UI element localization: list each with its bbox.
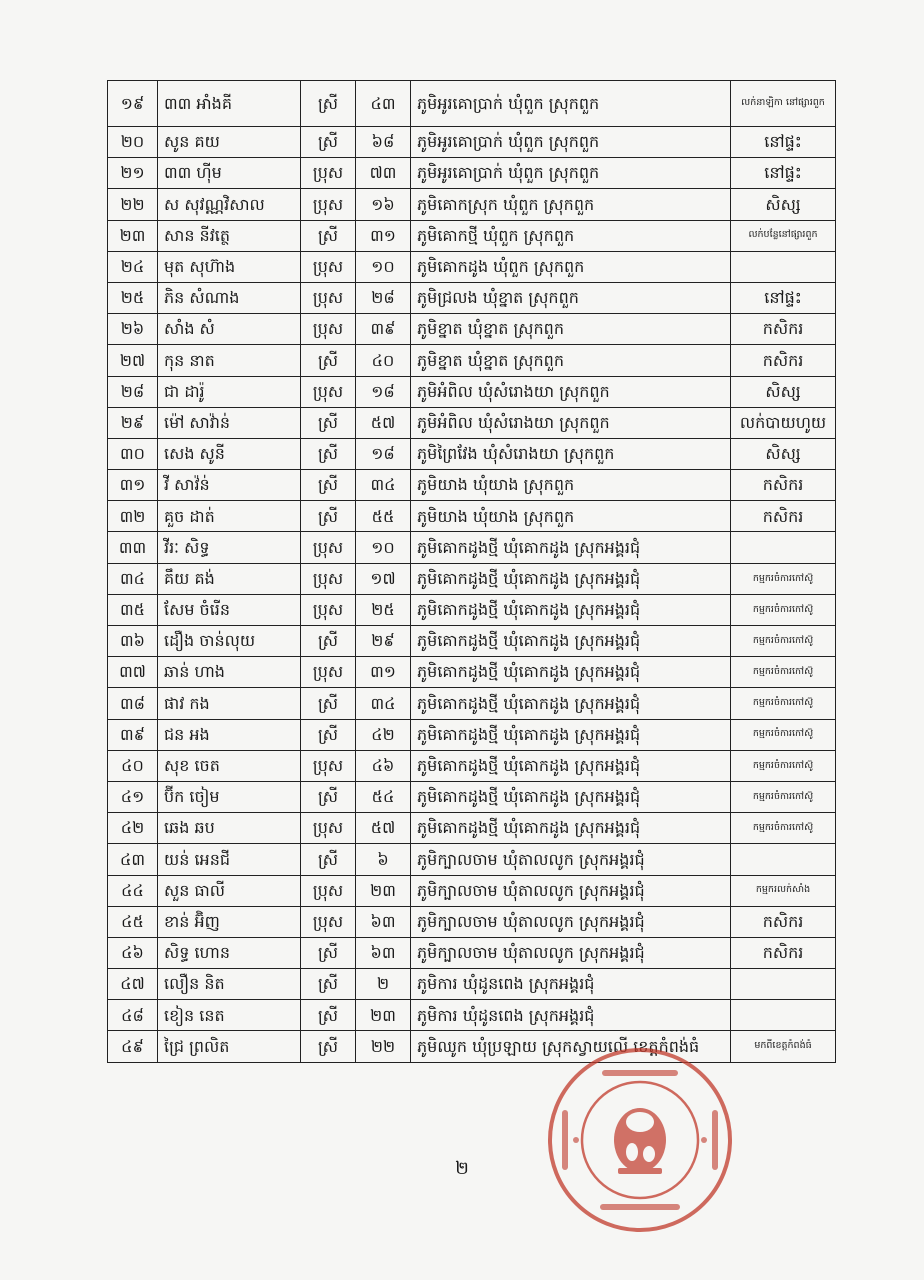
row-name: ភិន សំណាង	[158, 282, 301, 313]
row-sex: ប្រុស	[301, 376, 356, 407]
row-occupation: កសិករ	[731, 314, 836, 345]
row-age: ៤៣	[356, 81, 411, 127]
row-occupation: សិស្ស	[731, 438, 836, 469]
table-row	[108, 158, 836, 189]
table-row	[108, 470, 836, 501]
row-sex: ស្រី	[301, 501, 356, 532]
row-address: ភូមិគោកដូងថ្មី ឃុំគោកដូង ស្រុកអង្គរជុំ	[411, 657, 731, 688]
row-age: ៣៤	[356, 688, 411, 719]
table-row	[108, 376, 836, 407]
row-name: សេង សូនី	[158, 438, 301, 469]
row-occupation: សិស្ស	[731, 189, 836, 220]
row-occupation: លក់នាឡិកា នៅផ្សារពួក	[731, 81, 836, 127]
row-occupation: កសិករ	[731, 906, 836, 937]
table-row	[108, 563, 836, 594]
row-number: ៤៩	[108, 1031, 158, 1062]
patient-list-table	[107, 80, 836, 1063]
row-occupation: កសិករ	[731, 345, 836, 376]
row-number: ៣៥	[108, 594, 158, 625]
row-age: ៦៣	[356, 937, 411, 968]
row-name: ជា ដារ៉ូ	[158, 376, 301, 407]
row-name: សុខ ចេត	[158, 750, 301, 781]
row-address: ភូមិក្បាលចាម ឃុំតាលលូក ស្រុកអង្គរជុំ	[411, 937, 731, 968]
row-address: ភូមិអូរគោប្រាក់ ឃុំពួក ស្រុកពួក	[411, 158, 731, 189]
row-number: ៣៦	[108, 626, 158, 657]
row-number: ៤៤	[108, 875, 158, 906]
table-row	[108, 1000, 836, 1031]
row-occupation	[731, 1000, 836, 1031]
row-address: ភូមិគោកដូងថ្មី ឃុំគោកដូង ស្រុកអង្គរជុំ	[411, 626, 731, 657]
row-age: ៤២	[356, 719, 411, 750]
row-sex: ប្រុស	[301, 563, 356, 594]
table-row	[108, 594, 836, 625]
row-name: វី សាវ៉ន់	[158, 470, 301, 501]
row-sex: ប្រុស	[301, 189, 356, 220]
row-occupation: កសិករ	[731, 470, 836, 501]
table-row	[108, 81, 836, 127]
row-sex: ស្រី	[301, 781, 356, 812]
row-number: ២៥	[108, 282, 158, 313]
row-name: សែម ចំរើន	[158, 594, 301, 625]
row-address: ភូមិគោកដូងថ្មី ឃុំគោកដូង ស្រុកអង្គរជុំ	[411, 532, 731, 563]
row-sex: ប្រុស	[301, 594, 356, 625]
row-sex: ប្រុស	[301, 158, 356, 189]
row-address: ភូមិគោកដូងថ្មី ឃុំគោកដូង ស្រុកអង្គរជុំ	[411, 563, 731, 594]
row-number: ៣២	[108, 501, 158, 532]
row-sex: ស្រី	[301, 1000, 356, 1031]
table-row	[108, 282, 836, 313]
row-name: មុត សុហ៊ាង	[158, 251, 301, 282]
row-sex: ប្រុស	[301, 657, 356, 688]
row-sex: ស្រី	[301, 470, 356, 501]
table-row	[108, 1031, 836, 1062]
row-number: ៤៦	[108, 937, 158, 968]
row-address: ភូមិគោកដូងថ្មី ឃុំគោកដូង ស្រុកអង្គរជុំ	[411, 813, 731, 844]
table-row	[108, 314, 836, 345]
row-number: ២៧	[108, 345, 158, 376]
table-body	[108, 81, 836, 1063]
row-occupation: មកពីខេត្តកំពង់ធំ	[731, 1031, 836, 1062]
row-occupation: កម្មករលក់សាំង	[731, 875, 836, 906]
row-name: កុន នាត	[158, 345, 301, 376]
table-row	[108, 750, 836, 781]
table-row	[108, 813, 836, 844]
table-row	[108, 345, 836, 376]
row-name: ដឿង ចាន់លុយ	[158, 626, 301, 657]
row-number: ៤៣	[108, 844, 158, 875]
row-number: ៤៥	[108, 906, 158, 937]
row-sex: ប្រុស	[301, 750, 356, 781]
row-age: ២៩	[356, 626, 411, 657]
row-number: ១៩	[108, 81, 158, 127]
row-number: ២៦	[108, 314, 158, 345]
row-address: ភូមិអំពិល ឃុំសំរោងយា ស្រុកពួក	[411, 407, 731, 438]
row-name: សួន ធាលី	[158, 875, 301, 906]
row-name: សាំង សំ	[158, 314, 301, 345]
row-number: ២៤	[108, 251, 158, 282]
row-address: ភូមិគោកដូងថ្មី ឃុំគោកដូង ស្រុកអង្គរជុំ	[411, 750, 731, 781]
row-name: ម៉ៅ សាវ៉ាន់	[158, 407, 301, 438]
row-age: ២៣	[356, 1000, 411, 1031]
row-occupation	[731, 969, 836, 1000]
row-name: ស សុវណ្ណវិសាល	[158, 189, 301, 220]
row-age: ២៥	[356, 594, 411, 625]
row-occupation	[731, 844, 836, 875]
row-name: ជន អង	[158, 719, 301, 750]
row-number: ៣៧	[108, 657, 158, 688]
table-row	[108, 875, 836, 906]
row-occupation: កម្មករចំការកៅស៊ូ	[731, 594, 836, 625]
row-name: ៣៣ អាំងគី	[158, 81, 301, 127]
row-number: ៤៧	[108, 969, 158, 1000]
row-occupation: កម្មករចំការកៅស៊ូ	[731, 657, 836, 688]
row-occupation: កម្មករចំការកៅស៊ូ	[731, 781, 836, 812]
row-occupation: កម្មករចំការកៅស៊ូ	[731, 813, 836, 844]
row-address: ភូមិជ្រលង ឃុំខ្នាត ស្រុកពួក	[411, 282, 731, 313]
row-address: ភូមិគោកដូងថ្មី ឃុំគោកដូង ស្រុកអង្គរជុំ	[411, 688, 731, 719]
table-row	[108, 937, 836, 968]
table-row	[108, 251, 836, 282]
row-age: ៥៧	[356, 407, 411, 438]
row-sex: ស្រី	[301, 844, 356, 875]
row-address: ភូមិឈូក ឃុំប្រឡាយ ស្រុកស្វាយលើ ខេត្តកំពង់ធំ	[411, 1031, 731, 1062]
row-address: ភូមិការ ឃុំដូនពេង ស្រុកអង្គរជុំ	[411, 1000, 731, 1031]
row-name: ផាវ កង	[158, 688, 301, 719]
row-sex: ប្រុស	[301, 532, 356, 563]
row-number: ២៩	[108, 407, 158, 438]
row-number: ៤០	[108, 750, 158, 781]
row-sex: ស្រី	[301, 220, 356, 251]
table-row	[108, 407, 836, 438]
row-name: ប៊ីក ចៀម	[158, 781, 301, 812]
row-age: ៦៨	[356, 127, 411, 158]
table-row	[108, 844, 836, 875]
row-number: ៣៩	[108, 719, 158, 750]
row-age: ១០	[356, 251, 411, 282]
row-age: ៧៣	[356, 158, 411, 189]
row-sex: ស្រី	[301, 688, 356, 719]
row-age: ៦	[356, 844, 411, 875]
row-number: ៤១	[108, 781, 158, 812]
row-occupation: សិស្ស	[731, 376, 836, 407]
row-sex: ប្រុស	[301, 251, 356, 282]
row-name: សូន គយ	[158, 127, 301, 158]
row-sex: ស្រី	[301, 127, 356, 158]
row-address: ភូមិខ្នាត ឃុំខ្នាត ស្រុកពួក	[411, 314, 731, 345]
table-row	[108, 719, 836, 750]
row-name: ៣៣ ហ៊ីម	[158, 158, 301, 189]
row-name: លឿន និត	[158, 969, 301, 1000]
row-name: គឹយ គង់	[158, 563, 301, 594]
row-address: ភូមិក្បាលចាម ឃុំតាលលូក ស្រុកអង្គរជុំ	[411, 906, 731, 937]
row-age: ៤៦	[356, 750, 411, 781]
row-name: គួច ដាត់	[158, 501, 301, 532]
row-occupation: កម្មករចំការកៅស៊ូ	[731, 750, 836, 781]
table-row	[108, 189, 836, 220]
row-number: ៣៨	[108, 688, 158, 719]
row-age: ១៨	[356, 376, 411, 407]
row-occupation	[731, 251, 836, 282]
table-row	[108, 969, 836, 1000]
row-sex: ស្រី	[301, 81, 356, 127]
row-address: ភូមិយាង ឃុំយាង ស្រុកពួក	[411, 501, 731, 532]
table-row	[108, 688, 836, 719]
row-sex: ប្រុស	[301, 314, 356, 345]
row-age: ៣១	[356, 220, 411, 251]
row-age: ៣៤	[356, 470, 411, 501]
row-age: ៤០	[356, 345, 411, 376]
row-occupation: លក់បាយហូយ	[731, 407, 836, 438]
row-address: ភូមិអំពិល ឃុំសំរោងយា ស្រុកពួក	[411, 376, 731, 407]
table-row	[108, 657, 836, 688]
row-occupation: កម្មករចំការកៅស៊ូ	[731, 688, 836, 719]
row-address: ភូមិគោកដូង ឃុំពួក ស្រុកពួក	[411, 251, 731, 282]
row-sex: ស្រី	[301, 937, 356, 968]
row-sex: ប្រុស	[301, 875, 356, 906]
row-number: ៣០	[108, 438, 158, 469]
row-number: ៣៣	[108, 532, 158, 563]
table-row	[108, 127, 836, 158]
row-address: ភូមិយាង ឃុំយាង ស្រុកពួក	[411, 470, 731, 501]
row-number: ២១	[108, 158, 158, 189]
row-number: ២៨	[108, 376, 158, 407]
row-age: ១៦	[356, 189, 411, 220]
row-age: ៣៩	[356, 314, 411, 345]
row-number: ៣១	[108, 470, 158, 501]
row-address: ភូមិក្បាលចាម ឃុំតាលលូក ស្រុកអង្គរជុំ	[411, 875, 731, 906]
row-address: ភូមិគោកដូងថ្មី ឃុំគោកដូង ស្រុកអង្គរជុំ	[411, 594, 731, 625]
table-row	[108, 501, 836, 532]
row-occupation: នៅផ្ទះ	[731, 282, 836, 313]
table-row	[108, 438, 836, 469]
table-row	[108, 626, 836, 657]
row-name: សាន នីវត្ថេ	[158, 220, 301, 251]
row-number: ៤៨	[108, 1000, 158, 1031]
row-name: សិទ្ធ ហោន	[158, 937, 301, 968]
row-address: ភូមិគោកដូងថ្មី ឃុំគោកដូង ស្រុកអង្គរជុំ	[411, 781, 731, 812]
row-name: ឆេង ឆប	[158, 813, 301, 844]
row-address: ភូមិព្រៃវែង ឃុំសំរោងយា ស្រុកពួក	[411, 438, 731, 469]
row-age: ៥៤	[356, 781, 411, 812]
row-age: ២	[356, 969, 411, 1000]
row-address: ភូមិក្បាលចាម ឃុំតាលលូក ស្រុកអង្គរជុំ	[411, 844, 731, 875]
row-address: ភូមិគោកដូងថ្មី ឃុំគោកដូង ស្រុកអង្គរជុំ	[411, 719, 731, 750]
row-sex: ស្រី	[301, 1031, 356, 1062]
row-address: ភូមិអូរគោប្រាក់ ឃុំពួក ស្រុកពួក	[411, 127, 731, 158]
row-occupation: កម្មករចំការកៅស៊ូ	[731, 563, 836, 594]
row-occupation	[731, 532, 836, 563]
row-age: ១៨	[356, 438, 411, 469]
table-row	[108, 906, 836, 937]
row-age: ២៨	[356, 282, 411, 313]
row-occupation: លក់បន្លែនៅផ្សារពួក	[731, 220, 836, 251]
row-address: ភូមិអូរគោប្រាក់ ឃុំពួក ស្រុកពួក	[411, 81, 731, 127]
row-sex: ប្រុស	[301, 282, 356, 313]
row-occupation: កសិករ	[731, 937, 836, 968]
row-address: ភូមិការ ឃុំដូនពេង ស្រុកអង្គរជុំ	[411, 969, 731, 1000]
official-seal-stamp	[540, 1040, 740, 1240]
table-row	[108, 781, 836, 812]
row-number: ២០	[108, 127, 158, 158]
row-name: ឆាន់ ហាង	[158, 657, 301, 688]
row-number: ២៣	[108, 220, 158, 251]
row-occupation: នៅផ្ទះ	[731, 127, 836, 158]
row-address: ភូមិគោកស្រុក ឃុំពួក ស្រុកពួក	[411, 189, 731, 220]
row-name: ខៀន នេត	[158, 1000, 301, 1031]
table-row	[108, 532, 836, 563]
row-name: ខាន់ អ៊ិញ	[158, 906, 301, 937]
row-address: ភូមិខ្នាត ឃុំខ្នាត ស្រុកពួក	[411, 345, 731, 376]
row-occupation: កម្មករចំការកៅស៊ូ	[731, 626, 836, 657]
row-sex: ស្រី	[301, 969, 356, 1000]
row-age: ៥៥	[356, 501, 411, 532]
page-number: ២	[455, 1158, 469, 1179]
row-age: ១៧	[356, 563, 411, 594]
row-sex: ស្រី	[301, 438, 356, 469]
row-number: ២២	[108, 189, 158, 220]
row-number: ៣៤	[108, 563, 158, 594]
row-number: ៤២	[108, 813, 158, 844]
row-address: ភូមិគោកថ្មី ឃុំពួក ស្រុកពួក	[411, 220, 731, 251]
row-sex: ស្រី	[301, 345, 356, 376]
row-occupation: កសិករ	[731, 501, 836, 532]
row-sex: ស្រី	[301, 719, 356, 750]
row-sex: ប្រុស	[301, 906, 356, 937]
row-sex: ស្រី	[301, 407, 356, 438]
table-row	[108, 220, 836, 251]
row-name: យន់ អេនជី	[158, 844, 301, 875]
row-age: ១០	[356, 532, 411, 563]
row-age: ៦៣	[356, 906, 411, 937]
row-name: ជ្រៃ ព្រលិត	[158, 1031, 301, 1062]
row-age: ៣១	[356, 657, 411, 688]
row-sex: ស្រី	[301, 626, 356, 657]
row-age: ៥៧	[356, 813, 411, 844]
row-name: វីរៈ សិទ្ធ	[158, 532, 301, 563]
row-occupation: នៅផ្ទះ	[731, 158, 836, 189]
row-age: ២២	[356, 1031, 411, 1062]
row-occupation: កម្មករចំការកៅស៊ូ	[731, 719, 836, 750]
row-age: ២៣	[356, 875, 411, 906]
row-sex: ប្រុស	[301, 813, 356, 844]
